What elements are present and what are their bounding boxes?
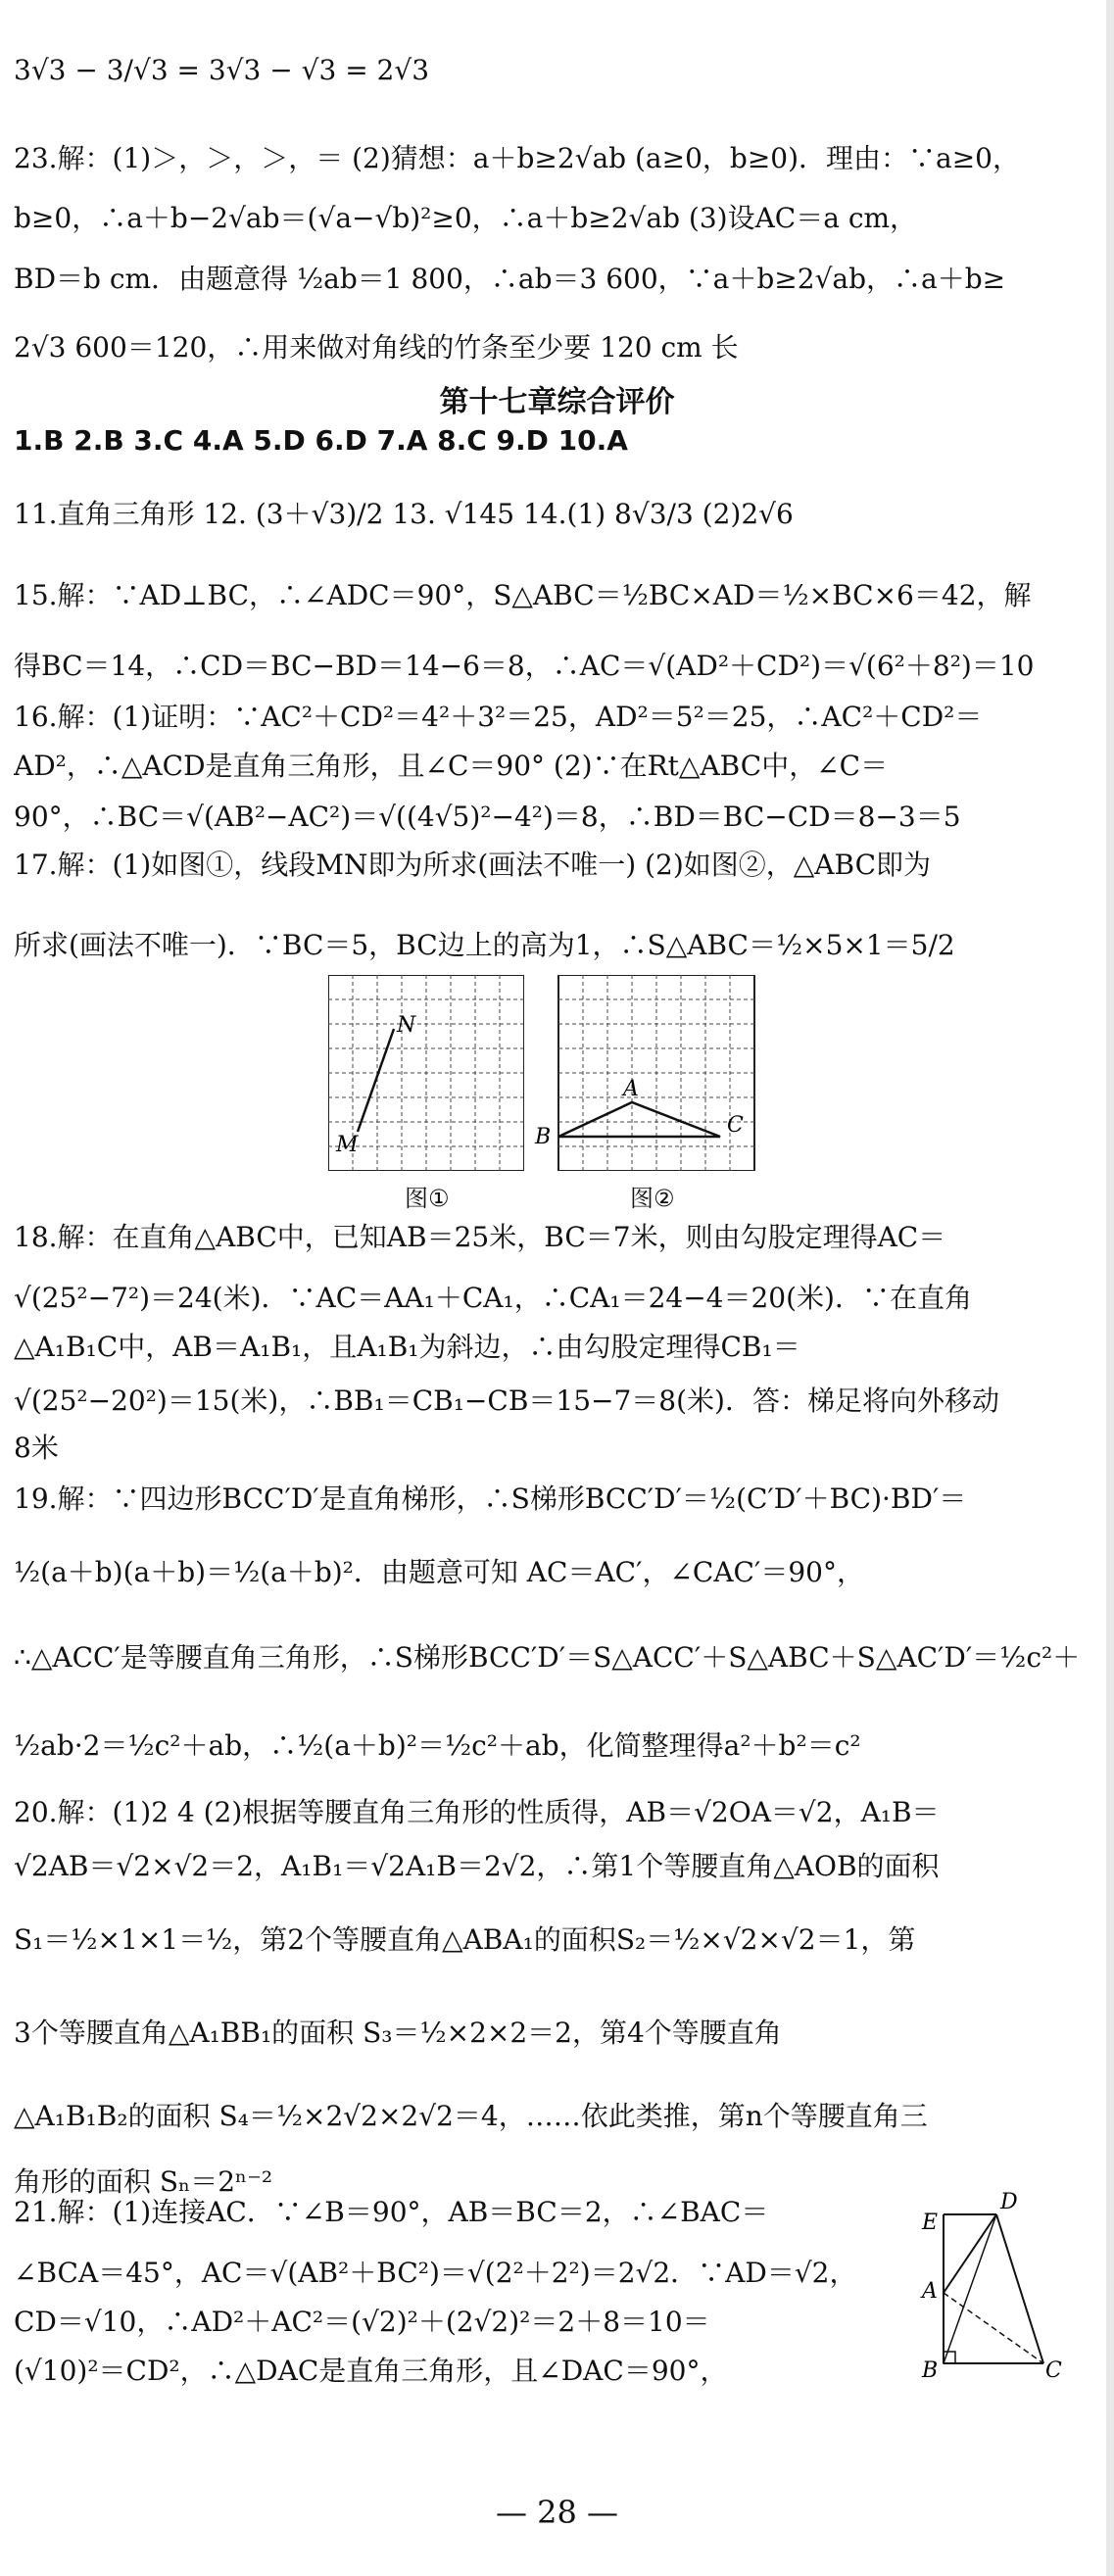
text-line: 2√3 600＝120，∴用来做对角线的竹条至少要 120 cm 长 (14, 331, 739, 364)
text-line: √2AB＝√2×√2＝2，A₁B₁＝√2A₁B＝2√2，∴第1个等腰直角△AOB的面积 (14, 1850, 940, 1882)
text-line: √(25²−20²)＝15(米)，∴BB₁＝CB₁−CB＝15−7＝8(米)．答：梯足将向外移动 (14, 1385, 999, 1417)
text-line: S₁＝½×1×1＝½，第2个等腰直角△ABA₁的面积S₂＝½×√2×√2＝1，第 (14, 1923, 916, 1956)
text-line: 19.解：∵四边形BCC′D′是直角梯形，∴S梯形BCC′D′＝½(C′D′＋BC)·BD′＝ (14, 1482, 967, 1515)
page-number: — 28 — (495, 2494, 619, 2531)
label-c: C (1045, 2358, 1062, 2381)
figure-1-grid (328, 975, 524, 1171)
label-b: B (922, 2358, 939, 2381)
text-line: (√10)²＝CD²，∴△DAC是直角三角形，且∠DAC＝90°， (14, 2355, 728, 2387)
choice-answers: 1.B 2.B 3.C 4.A 5.D 6.D 7.A 8.C 9.D 10.A (14, 424, 628, 457)
label-d: D (1000, 2190, 1018, 2214)
text-line: 18.解：在直角△ABC中，已知AB＝25米，BC＝7米，则由勾股定理得AC＝ (14, 1221, 946, 1253)
text-line: √(25²−7²)＝24(米)．∵AC＝AA₁＋CA₁，∴CA₁＝24−4＝20(米)．∵在直角 (14, 1282, 972, 1314)
text-line: 角形的面积 Sₙ＝2ⁿ⁻² (14, 2165, 273, 2198)
text-line: 8米 (14, 1432, 59, 1464)
text-line: BD＝b cm．由题意得 ½ab＝1 800，∴ab＝3 600，∵a＋b≥2√ab，∴a＋b≥ (14, 263, 1006, 295)
text-line: CD＝√10，∴AD²＋AC²＝(√2)²＋(2√2)²＝2＋8＝10＝ (14, 2306, 710, 2338)
text-line: 16.解：(1)证明：∵AC²＋CD²＝4²＋3²＝25，AD²＝5²＝25，∴AC²＋CD²＝ (14, 701, 983, 733)
text-line: 所求(画法不唯一)．∵BC＝5，BC边上的高为1，∴S△ABC＝½×5×1＝5/2 (14, 929, 955, 961)
text-line: △A₁B₁B₂的面积 S₄＝½×2√2×2√2＝4，……依此类推，第n个等腰直角三 (14, 2100, 928, 2132)
text-line: AD²，∴△ACD是直角三角形，且∠C＝90° (2)∵在Rt△ABC中，∠C＝ (14, 750, 889, 782)
text-line: 17.解：(1)如图①，线段MN即为所求(画法不唯一) (2)如图②，△ABC即为 (14, 849, 932, 881)
label-c: C (727, 1113, 744, 1138)
text-line: ½ab·2＝½c²＋ab，∴½(a＋b)²＝½c²＋ab，化简整理得a²＋b²＝c² (14, 1729, 861, 1762)
label-n: N (397, 1013, 416, 1038)
text-line: 得BC＝14，∴CD＝BC−BD＝14−6＝8，∴AC＝√(AD²＋CD²)＝√(6²＋8²)＝10 (14, 650, 1035, 682)
text-line: ∠BCA＝45°，AC＝√(AB²＋BC²)＝√(2²＋2²)＝2√2．∵AD＝√2， (14, 2257, 857, 2289)
text-line: ½(a＋b)(a＋b)＝½(a＋b)²．由题意可知 AC＝AC′，∠CAC′＝90°， (14, 1556, 864, 1588)
label-a: A (922, 2279, 938, 2304)
text-line: b≥0，∴a＋b−2√ab＝(√a−√b)²≥0，∴a＋b≥2√ab (3)设AC＝a cm， (14, 202, 918, 234)
text-line: △A₁B₁C中，AB＝A₁B₁，且A₁B₁为斜边，∴由勾股定理得CB₁＝ (14, 1331, 800, 1363)
label-a: A (623, 1077, 639, 1101)
page-edge-shadow (1106, 0, 1114, 2576)
label-m: M (336, 1133, 359, 1157)
text-line: 20.解：(1)2 4 (2)根据等腰直角三角形的性质得，AB＝√2OA＝√2，A₁B＝ (14, 1796, 940, 1828)
figure-2-caption: 图② (630, 1185, 675, 1212)
segment-mn (358, 1029, 394, 1132)
figure-1-caption: 图① (405, 1185, 450, 1212)
figure-2-grid (529, 975, 764, 1171)
label-b: B (535, 1125, 552, 1149)
label-e: E (922, 2211, 939, 2235)
text-line: 3个等腰直角△A₁BB₁的面积 S₃＝½×2×2＝2，第4个等腰直角 (14, 2017, 782, 2049)
chapter-title: 第十七章综合评价 (439, 385, 675, 419)
text-line: 11.直角三角形 12. (3＋√3)/2 13. √145 14.(1) 8√3/3 (2)2√6 (14, 498, 794, 530)
text-line: 23.解：(1)＞，＞，＞，＝ (2)猜想：a＋b≥2√ab (a≥0，b≥0)．理由：∵a≥0， (14, 142, 1020, 174)
text-line: 90°，∴BC＝√(AB²−AC²)＝√((4√5)²−4²)＝8，∴BD＝BC−CD＝8−3＝5 (14, 801, 961, 833)
text-line: 3√3 − 3/√3 = 3√3 − √3 = 2√3 (14, 54, 430, 86)
figure-3-quadrilateral (916, 2185, 1073, 2381)
text-line: ∴△ACC′是等腰直角三角形，∴S梯形BCC′D′＝S△ACC′＋S△ABC＋S△AC′D′＝½c²＋ (14, 1641, 1081, 1674)
text-line: 15.解：∵AD⊥BC，∴∠ADC＝90°，S△ABC＝½BC×AD＝½×BC×6＝42，解 (14, 579, 1032, 611)
text-line: 21.解：(1)连接AC．∵∠B＝90°，AB＝BC＝2，∴∠BAC＝ (14, 2196, 769, 2228)
